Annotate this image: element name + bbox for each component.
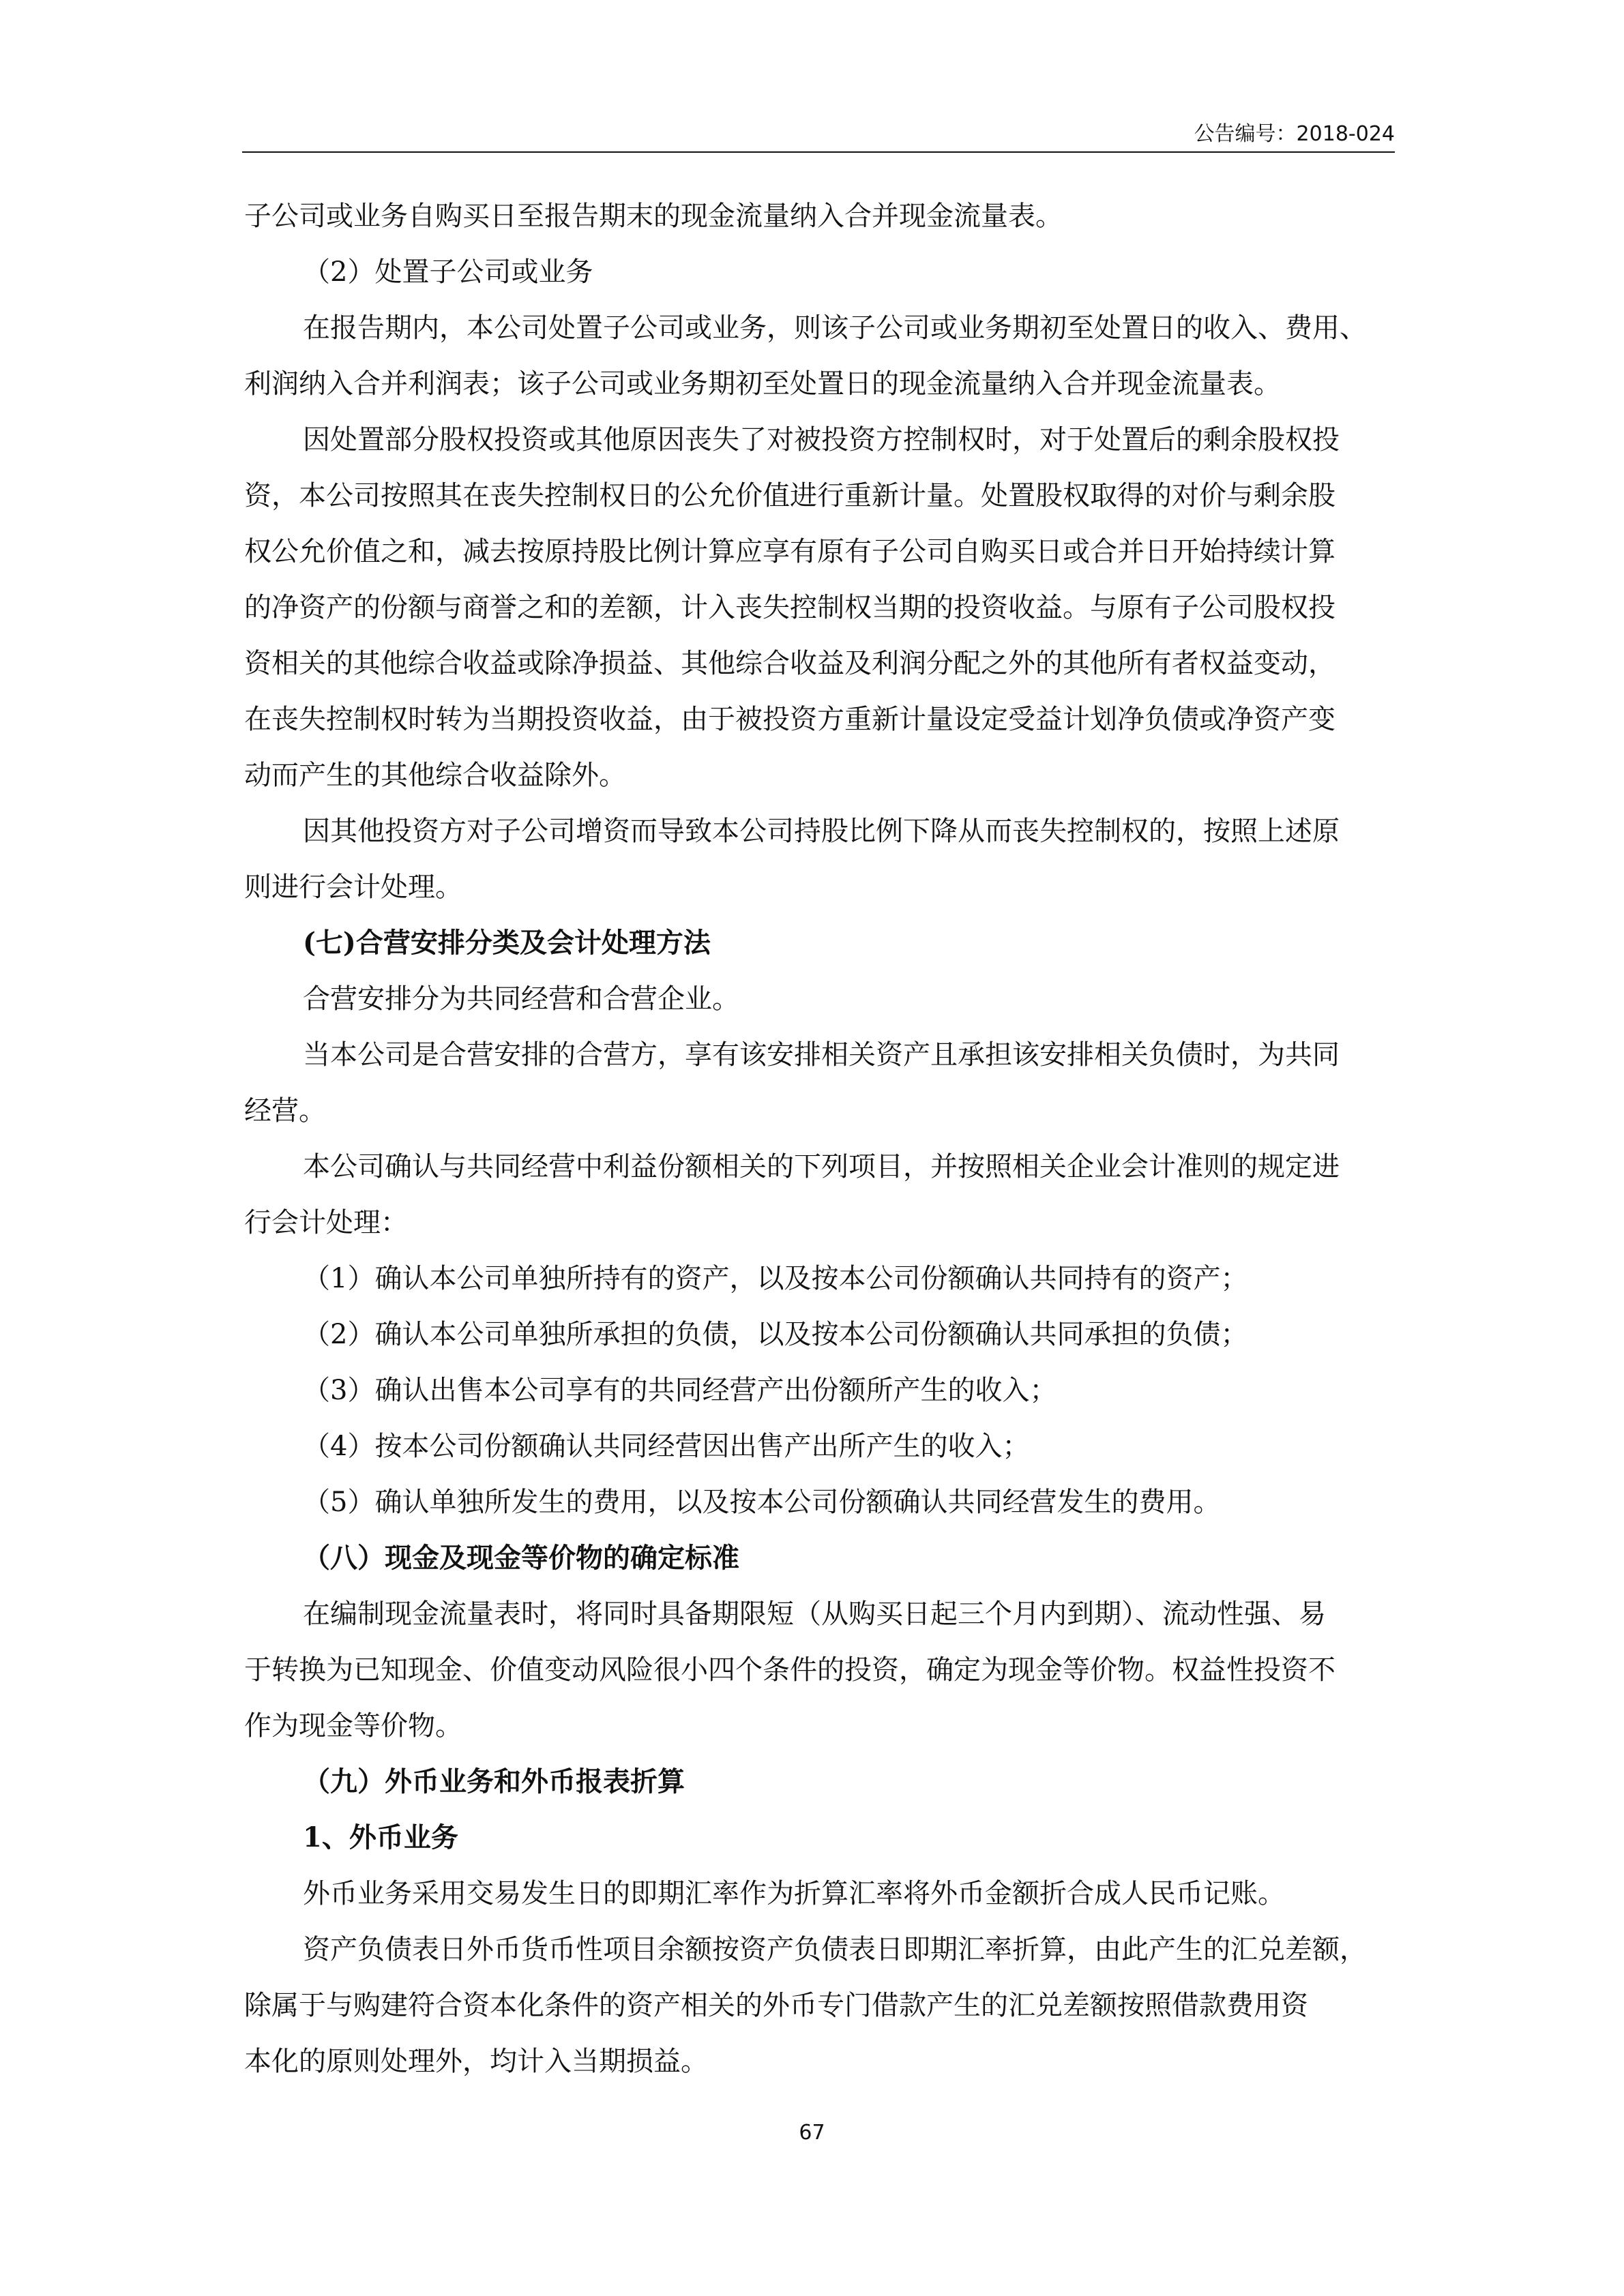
paragraph-line: 合营安排分为共同经营和合营企业。 [303,983,739,1015]
paragraph-line: 子公司或业务自购买日至报告期末的现金流量纳入合并现金流量表。 [244,200,1063,232]
paragraph-line: 本化的原则处理外，均计入当期损益。 [244,2046,708,2077]
paragraph-line: 于转换为已知现金、价值变动风险很小四个条件的投资，确定为现金等价物。权益性投资不 [244,1654,1335,1686]
list-item: （1）确认本公司单独所持有的资产，以及按本公司份额确认共同持有的资产； [303,1263,1248,1294]
page-header [242,119,1395,150]
list-item: （5）确认单独所发生的费用，以及按本公司份额确认共同经营发生的费用。 [303,1487,1221,1518]
paragraph-line: 当本公司是合营安排的合营方，享有该安排相关资产且承担该安排相关负债时，为共同 [303,1039,1340,1071]
section-heading-8: （八）现金及现金等价物的确定标准 [303,1542,739,1574]
paragraph-line: 在编制现金流量表时，将同时具备期限短（从购买日起三个月内到期）、流动性强、易 [303,1598,1326,1630]
paragraph-line: 行会计处理： [244,1207,408,1238]
paragraph-line: 利润纳入合并利润表；该子公司或业务期初至处置日的现金流量纳入合并现金流量表。 [244,368,1281,400]
paragraph-line: 在丧失控制权时转为当期投资收益，由于被投资方重新计量设定受益计划净负债或净资产变 [244,704,1335,735]
announcement-number: 公告编号：2018-024 [1194,122,1395,146]
section-heading-7: (七)合营安排分类及会计处理方法 [303,927,711,959]
paragraph-line: 因处置部分股权投资或其他原因丧失了对被投资方控制权时，对于处置后的剩余股权投 [303,424,1340,456]
paragraph-line: 因其他投资方对子公司增资而导致本公司持股比例下降从而丧失控制权的，按照上述原 [303,816,1340,847]
paragraph-line: 资，本公司按照其在丧失控制权日的公允价值进行重新计量。处置股权取得的对价与剩余股 [244,480,1335,511]
paragraph-line: 资产负债表日外币货币性项目余额按资产负债表日即期汇率折算，由此产生的汇兑差额， [303,1934,1367,1965]
document-body [244,188,1395,2089]
list-item: （4）按本公司份额确认共同经营因出售产出所产生的收入； [303,1431,1030,1462]
paragraph-line: 经营。 [244,1095,326,1127]
subsection-heading: 1、外币业务 [303,1821,458,1853]
paragraph-line: 外币业务采用交易发生日的即期汇率作为折算汇率将外币金额折合成人民币记账。 [303,1878,1285,1909]
paragraph-line: 本公司确认与共同经营中利益份额相关的下列项目，并按照相关企业会计准则的规定进 [303,1151,1340,1182]
subsection-heading: （2）处置子公司或业务 [303,256,593,288]
paragraph-line: 除属于与购建符合资本化条件的资产相关的外币专门借款产生的汇兑差额按照借款费用资 [244,1990,1308,2021]
section-heading-9: （九）外币业务和外币报表折算 [303,1765,685,1798]
paragraph-line: 资相关的其他综合收益或除净损益、其他综合收益及利润分配之外的其他所有者权益变动， [244,648,1335,679]
paragraph-line: 动而产生的其他综合收益除外。 [244,760,626,791]
header-divider [242,151,1395,153]
paragraph-line: 的净资产的份额与商誉之和的差额，计入丧失控制权当期的投资收益。与原有子公司股权投 [244,592,1335,623]
list-item: （2）确认本公司单独所承担的负债，以及按本公司份额确认共同承担的负债； [303,1319,1248,1350]
list-item: （3）确认出售本公司享有的共同经营产出份额所产生的收入； [303,1375,1057,1406]
paragraph-line: 在报告期内，本公司处置子公司或业务，则该子公司或业务期初至处置日的收入、费用、 [303,312,1367,344]
page-number: 67 [799,2121,825,2145]
paragraph-line: 权公允价值之和，减去按原持股比例计算应享有原有子公司自购买日或合并日开始持续计算 [244,536,1335,567]
paragraph-line: 作为现金等价物。 [244,1710,462,1742]
paragraph-line: 则进行会计处理。 [244,871,462,903]
